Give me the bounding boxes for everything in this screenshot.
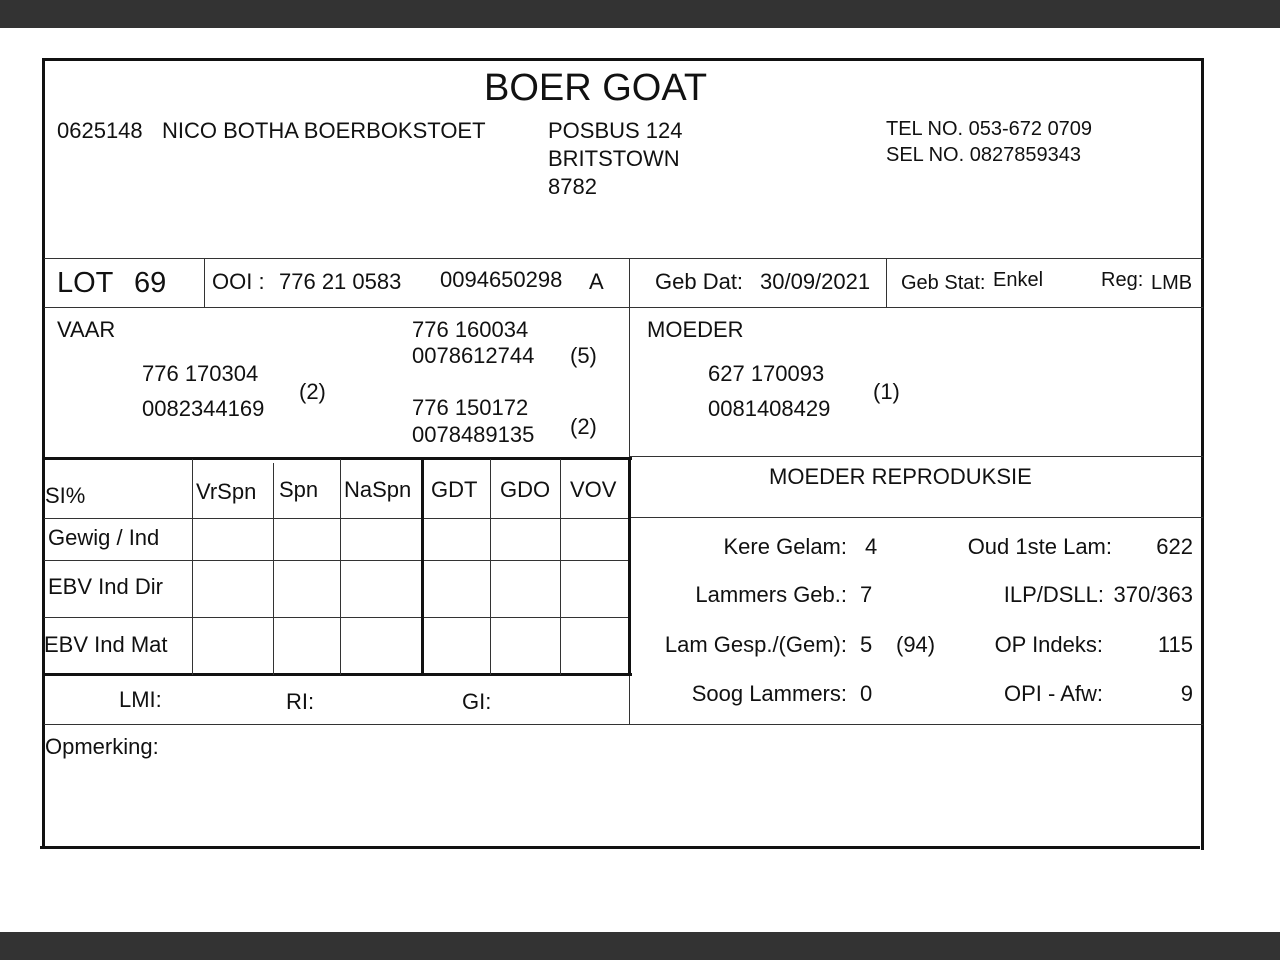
divider-moeder — [630, 456, 1203, 457]
divider-repro-title — [630, 517, 1203, 518]
lam-gesp-value: 5 — [860, 632, 873, 657]
geb-stat-label: Geb Stat: — [901, 272, 986, 294]
col-vov: VOV — [570, 477, 617, 502]
col-vrspn: VrSpn — [196, 479, 257, 504]
reg-value: LMB — [1151, 272, 1193, 294]
ooi-id: 776 21 0583 — [279, 269, 402, 294]
breeder-name: NICO BOTHA BOERBOKSTOET — [162, 118, 486, 143]
oud-1ste-lam-value: 622 — [1156, 534, 1193, 559]
lammers-geb-value: 7 — [860, 582, 873, 607]
ilp-dsll-label: ILP/DSLL: — [1003, 582, 1104, 607]
top-bar — [0, 0, 1280, 28]
tel-number: TEL NO. 053-672 0709 — [886, 118, 1093, 140]
gi-label: GI: — [462, 689, 492, 714]
geb-dat-label: Geb Dat: — [655, 269, 744, 294]
address-line-2: BRITSTOWN — [548, 146, 680, 171]
divider-gebstat — [886, 258, 887, 307]
geb-stat-value: Enkel — [993, 269, 1044, 291]
vaar-label: VAAR — [57, 317, 116, 342]
address-line-1: POSBUS 124 — [548, 118, 683, 143]
lot-number: 69 — [134, 267, 167, 299]
grand-sire-id: 776 160034 — [412, 317, 529, 342]
col-naspn: NaSpn — [344, 477, 412, 502]
ooi-grade: A — [589, 269, 604, 294]
grid-col-line-1 — [192, 459, 193, 675]
ilp-dsll-value: 370/363 — [1113, 582, 1193, 607]
opi-afw-value: 9 — [1180, 681, 1193, 706]
geb-dat-value: 30/09/2021 — [760, 269, 871, 294]
moeder-id: 627 170093 — [708, 361, 825, 386]
grid-col-line-6 — [560, 459, 561, 675]
divider-remarks — [44, 724, 1203, 725]
divider-header — [44, 258, 1203, 259]
opi-afw-label: OPI - Afw: — [1003, 681, 1103, 706]
grid-col-line-4 — [421, 459, 424, 675]
card-border-bottom — [40, 846, 1200, 849]
repro-title: MOEDER REPRODUKSIE — [769, 464, 1032, 489]
vaar-code: 0082344169 — [142, 396, 265, 421]
grid-bottom-border — [44, 673, 632, 676]
ooi-code: 0094650298 — [440, 267, 563, 292]
grid-corner: SI% — [45, 483, 86, 508]
card-border-top — [42, 58, 1204, 61]
row-gewig-ind: Gewig / Ind — [48, 525, 160, 550]
op-indeks-label: OP Indeks: — [994, 632, 1103, 657]
lot-label: LOT — [57, 267, 114, 299]
sel-number: SEL NO. 0827859343 — [886, 144, 1081, 166]
reg-label: Reg: — [1101, 269, 1144, 291]
soog-lammers-label: Soog Lammers: — [691, 681, 847, 706]
grand-sire-count: (5) — [570, 343, 597, 368]
lam-gesp-label: Lam Gesp./(Gem): — [664, 632, 847, 657]
breeder-id: 0625148 — [57, 118, 143, 143]
col-gdo: GDO — [500, 477, 551, 502]
grand-sire-code: 0078612744 — [412, 343, 535, 368]
oud-1ste-lam-label: Oud 1ste Lam: — [967, 534, 1112, 559]
divider-lot-ooi — [204, 258, 205, 307]
grand-dam-id: 776 150172 — [412, 395, 529, 420]
kere-gelam-value: 4 — [865, 534, 878, 559]
row-ebv-ind-mat: EBV Ind Mat — [44, 632, 168, 657]
lammers-geb-label: Lammers Geb.: — [695, 582, 847, 607]
col-spn: Spn — [279, 477, 319, 502]
moeder-code: 0081408429 — [708, 396, 831, 421]
moeder-count: (1) — [873, 379, 900, 404]
moeder-label: MOEDER — [647, 317, 744, 342]
vaar-id: 776 170304 — [142, 361, 259, 386]
row-ebv-ind-dir: EBV Ind Dir — [48, 574, 163, 599]
grid-row-line-2 — [44, 617, 630, 618]
grand-dam-count: (2) — [570, 414, 597, 439]
card-border-left — [42, 58, 45, 848]
grid-top-border — [44, 457, 632, 460]
grid-row-line-1 — [44, 560, 630, 561]
vaar-count: (2) — [299, 379, 326, 404]
kere-gelam-label: Kere Gelam: — [723, 534, 847, 559]
lot-card — [42, 58, 1204, 848]
grid-col-line-5 — [490, 459, 491, 675]
bottom-bar — [0, 932, 1280, 960]
divider-lot-row — [44, 307, 1203, 308]
op-indeks-value: 115 — [1157, 632, 1193, 657]
grand-dam-code: 0078489135 — [412, 422, 535, 447]
grid-col-line-3 — [340, 459, 341, 675]
grid-col-line-2 — [273, 463, 274, 675]
ooi-label: OOI : — [212, 269, 265, 294]
lam-gem-value: (94) — [896, 632, 936, 657]
soog-lammers-value: 0 — [860, 681, 873, 706]
card-border-right — [1201, 58, 1204, 850]
col-gdt: GDT — [431, 477, 478, 502]
grid-header-line — [44, 518, 630, 519]
lmi-label: LMI: — [119, 687, 162, 712]
ri-label: RI: — [286, 689, 315, 714]
address-line-3: 8782 — [548, 174, 597, 199]
remarks-label: Opmerking: — [45, 734, 159, 759]
card-title: BOER GOAT — [484, 67, 708, 109]
